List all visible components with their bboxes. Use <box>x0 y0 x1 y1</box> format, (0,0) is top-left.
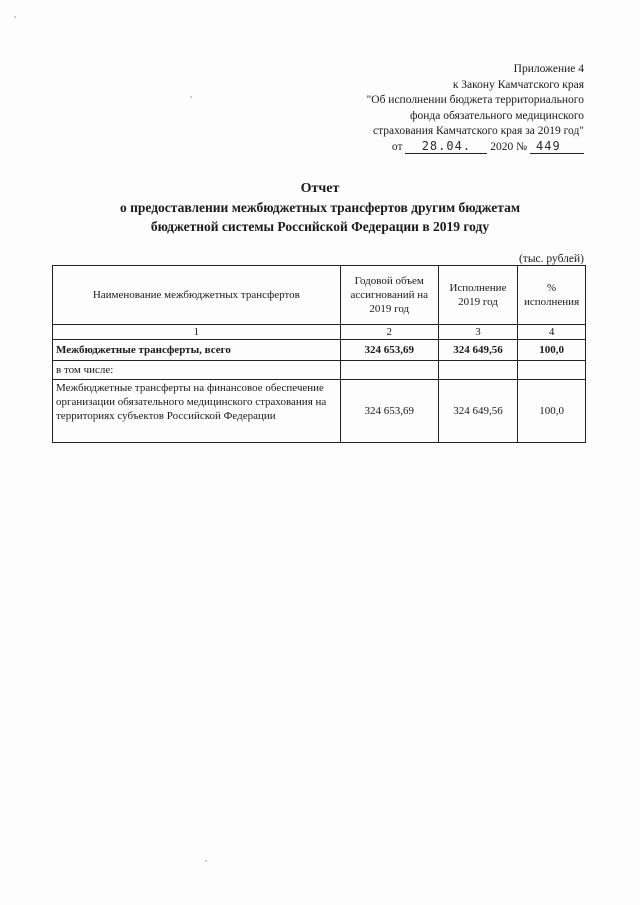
column-number: 4 <box>518 325 586 340</box>
scan-speck <box>14 16 16 18</box>
appendix-line-3: "Об исполнении бюджета территориального <box>366 94 584 106</box>
row-exec: 324 649,56 <box>438 380 517 443</box>
header-exec: Исполнение 2019 год <box>438 266 517 325</box>
table-row <box>53 380 586 443</box>
units-label: (тыс. рублей) <box>518 253 584 265</box>
including-label: в том числе: <box>53 361 341 380</box>
including-row <box>53 361 586 380</box>
scan-speck <box>190 96 192 98</box>
empty-cell <box>438 361 517 380</box>
header-pct: % исполнения <box>518 266 586 325</box>
row-name: Межбюджетные трансферты на финансовое обеспечение организации обязательного медицинского страхования на территориях субъектов Российской Федерации <box>53 380 341 443</box>
total-exec: 324 649,56 <box>438 340 517 361</box>
scan-speck <box>205 860 207 862</box>
column-number: 3 <box>438 325 517 340</box>
appendix-line-5: страхования Камчатского края за 2019 год" <box>372 125 584 137</box>
column-number: 2 <box>340 325 438 340</box>
handwritten-law-number: 449 <box>530 140 584 154</box>
row-plan: 324 653,69 <box>340 380 438 443</box>
appendix-line-2: к Закону Камчатского края <box>452 78 584 91</box>
empty-cell <box>518 361 586 380</box>
header-plan: Годовой объем ассигнований на 2019 год <box>340 266 438 325</box>
total-row <box>53 340 586 361</box>
total-plan: 324 653,69 <box>340 340 438 361</box>
appendix-header <box>284 62 584 155</box>
date-prefix: от <box>391 140 403 153</box>
total-pct: 100,0 <box>518 340 586 361</box>
title-main: Отчет <box>300 181 340 196</box>
table-header-row <box>53 266 586 325</box>
header-name: Наименование межбюджетных трансфертов <box>53 266 341 325</box>
title-line-2: о предоставлении межбюджетных трансфертов другим бюджетам <box>119 200 521 215</box>
transfers-table <box>52 265 586 443</box>
title-line-3: бюджетной системы Российской Федерации в 2019 году <box>150 219 490 234</box>
appendix-line-1: Приложение 4 <box>513 63 584 75</box>
date-year: 2020 № <box>490 140 528 153</box>
law-date-line <box>284 140 584 156</box>
row-pct: 100,0 <box>518 380 586 443</box>
handwritten-date: 28.04. <box>405 140 487 154</box>
total-name: Межбюджетные трансферты, всего <box>53 340 341 361</box>
column-number-row <box>53 325 586 340</box>
report-title <box>60 179 580 236</box>
column-number: 1 <box>53 325 341 340</box>
empty-cell <box>340 361 438 380</box>
appendix-line-4: фонда обязательного медицинского <box>410 109 584 122</box>
